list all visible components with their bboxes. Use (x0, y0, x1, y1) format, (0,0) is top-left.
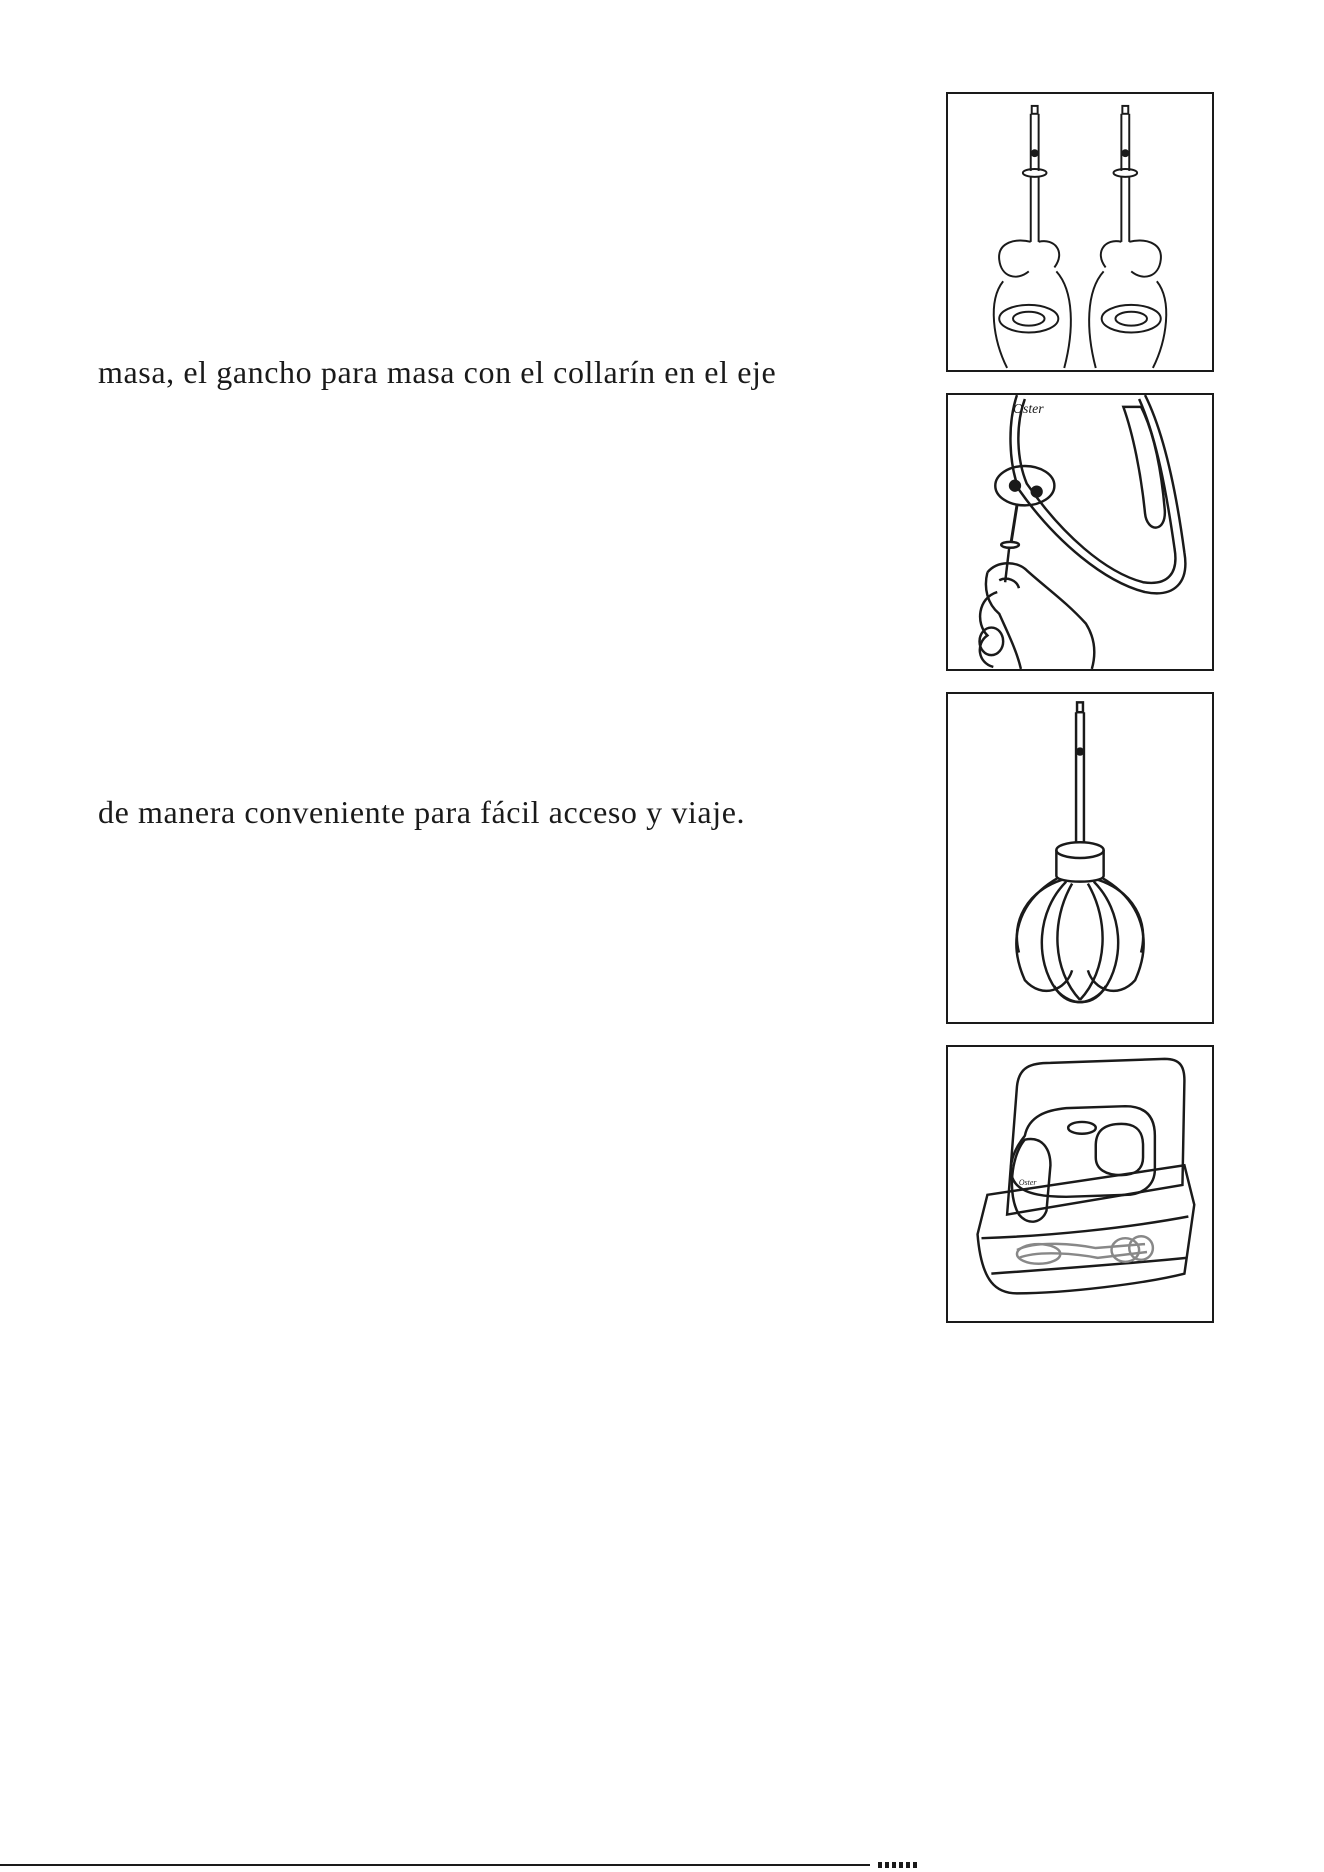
bottom-rule (0, 1864, 870, 1866)
dough-hooks-icon (948, 94, 1212, 370)
figure-dough-hooks (946, 92, 1214, 372)
whisk-icon (948, 694, 1212, 1022)
figure-insert-hook (946, 393, 1214, 671)
mixer-storage-case-icon (948, 1047, 1212, 1321)
insert-hook-into-mixer-icon (948, 395, 1212, 669)
svg-text:Oster: Oster (1018, 1177, 1037, 1187)
body-text-line-1: masa, el gancho para masa con el collarín en el eje (98, 354, 777, 390)
svg-text:Oster: Oster (1013, 400, 1044, 416)
bottom-crop-mark (878, 1862, 918, 1868)
figure-storage-case (946, 1045, 1214, 1323)
body-text-line-2: de manera conveniente para fácil acceso y viaje. (98, 794, 746, 830)
figure-whisk (946, 692, 1214, 1024)
